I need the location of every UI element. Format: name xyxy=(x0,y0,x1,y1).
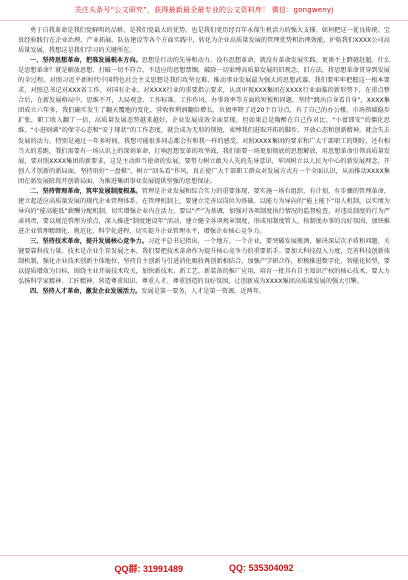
paragraph-thought-revolution xyxy=(18,56,390,187)
header-banner xyxy=(0,0,408,21)
footer-qq-group: QQ群: 31991489 xyxy=(114,563,183,574)
paragraph-management-revolution xyxy=(18,187,390,237)
document-body xyxy=(18,26,390,541)
footer-qq-number: QQ: 535304092 xyxy=(229,563,294,573)
paragraph-text: 思想是行动的先导和动力，没有思想革命，就没有革命发展实践。更谈不上跨越赶超。什么是思想革命？就是解放思想，打破一切不符合、不适应的思想禁锢，破除一切束缚高质量发展的旧观念。旧方法，将思想革命贯穿到发展的全过程。对照习近平新时代中国特色社会主义思想是我们攻坚克难、推动事业发展最为强大的思想武器，我们要牢牢把握这一根本要求，对照总书记对XXX省工作、对国有企业、对XXXX行业的重要指示要求，认真审视XXX集团在XXXX行业面临的新形势下，在重点整合后，在新发展格局中，思维不开，大局观念、工作标准、工作作风、办事效率等方面的短板和问题，坚持“跳出自身看自身”，XXXX集团成立六年多，我们确实发生了翻天覆地的变化，营收和利润翻倍增长，负债率降了近20个百分点，有了自己的办公楼，市场领域稳步扩张，职工收入翻了一倍，高质量发展态势越来越好，企业发展成效全面显现，但如果总是陶醉在自己作对比、“小富即安”的僵化思维、“小进则满”的保守心态和“安于现状”的工作态度，就会成为无形的锁链，束缚我们进取开拓的脚步。开放心态和创新精神，就会失去发展的动力。特别是通过一年多时间，我想可能很多同志都会有和我一样的感受，对照XXXX集团的要求和广大干部职工的期盼，还有相当大的差距。我们需要有一场认识上的深刻革命，打响思想变革的攻坚战，我们需要一场更加彻底的思想解放，用思想革命引领高质量发展，要对照XXXX集团的新要求，这是主动担当使命的发展，要努力树立敢为人先的先导意识，牢固树立以人民为中心的新发展理念，开创人才创新的新局面，坚持用好“一盘棋”，树立“回头看”作风，真正使广大干部职工群众对发展方式有一个全面认识，从而推动XXXX集团在新发展阶段开创新局面，为推进集团事业发展提供坚强的思想保证。 xyxy=(18,57,390,185)
paragraph-technology-revolution xyxy=(18,237,390,287)
paragraph-lead: 四、坚持人才革命，激发企业发展活力。 xyxy=(30,288,142,296)
paragraph-talent-revolution xyxy=(18,287,390,297)
footer-banner xyxy=(0,555,408,580)
paragraph-lead: 三、坚持技术革命，提升发展核心竞争力。 xyxy=(30,237,148,245)
header-banner-text: 关注头条号“公文研究”，获得最新最全最专业的公文资料库！ 微信：gongwenyj xyxy=(74,6,334,14)
paragraph-text: 勇于自我革命是我们党鲜明的品格，是我们党最大的优势，也是我们党历经百年永葆生机活力的强大支撑。如何把这一优良传统、宝贵经验践行在企业治理、产业拓展、队伍建设等各个方面实践中，转化为企业高质量发展的管理优势和治理效能，护航我们XXXX公司高质量发展，我想这是我们学习的关键所在。 xyxy=(18,27,390,55)
paragraph-text: 发展是第一要务，人才是第一资源。近两年， xyxy=(141,288,266,296)
paragraph-text: 习近平总书记指出，一个地方、一个企业，要突破发展瓶颈，解决深层次矛盾和问题，关键要靠科技力量。技术是企业生存发展之本，我们要把技术革命作为提升核心竞争力的重要抓手。要加大科技投入力度，完善科技创新体制机制，强化企业技术创新主体地位，坚持自主创新与引进消化吸收再创新相结合，加强产学研合作，积极推进数字化、智能化转型，要以提质增效为目标，围绕主业开展技术攻关，加快新技术、新工艺、新装备的推广应用，培育一批具有自主知识产权的核心技术，要大力弘扬科学家精神、工匠精神，营造尊重知识、尊重人才、尊重创造的良好氛围，让创新成为XXXX集团高质量发展的强大引擎。 xyxy=(18,237,390,286)
paragraph-intro xyxy=(18,26,390,56)
paragraph-lead: 一、坚持思想革命，把准发展根本方向。 xyxy=(30,57,142,65)
paragraph-text: 管理是企业发展和综合实力的重要体现，要实施一场有组织、有计划、有步骤的管理革命，建立起适应高质量发展的现代企业管理体系。在管理机制上，要建立完善以岗位为基础、以能力为导向的“能上能下”用人机制，以实绩为导向的“能高能低”薪酬分配机制，切实增强企业内在活力，要以“严”为基调，加强对各项制度执行情况的监督检查，对违反制度的行为严肃问责，要以规范管理为重点，深入推进“制度建设年”活动，建立健全各项规章制度，形成用制度管人、按制度办事的良好氛围，加快推进企业管理精细化、规范化、科学化进程，切实提升企业管理水平，增强企业核心竞争力。 xyxy=(18,187,390,235)
paragraph-lead: 二、坚持管理革命，筑牢发展制度根基。 xyxy=(30,187,142,195)
